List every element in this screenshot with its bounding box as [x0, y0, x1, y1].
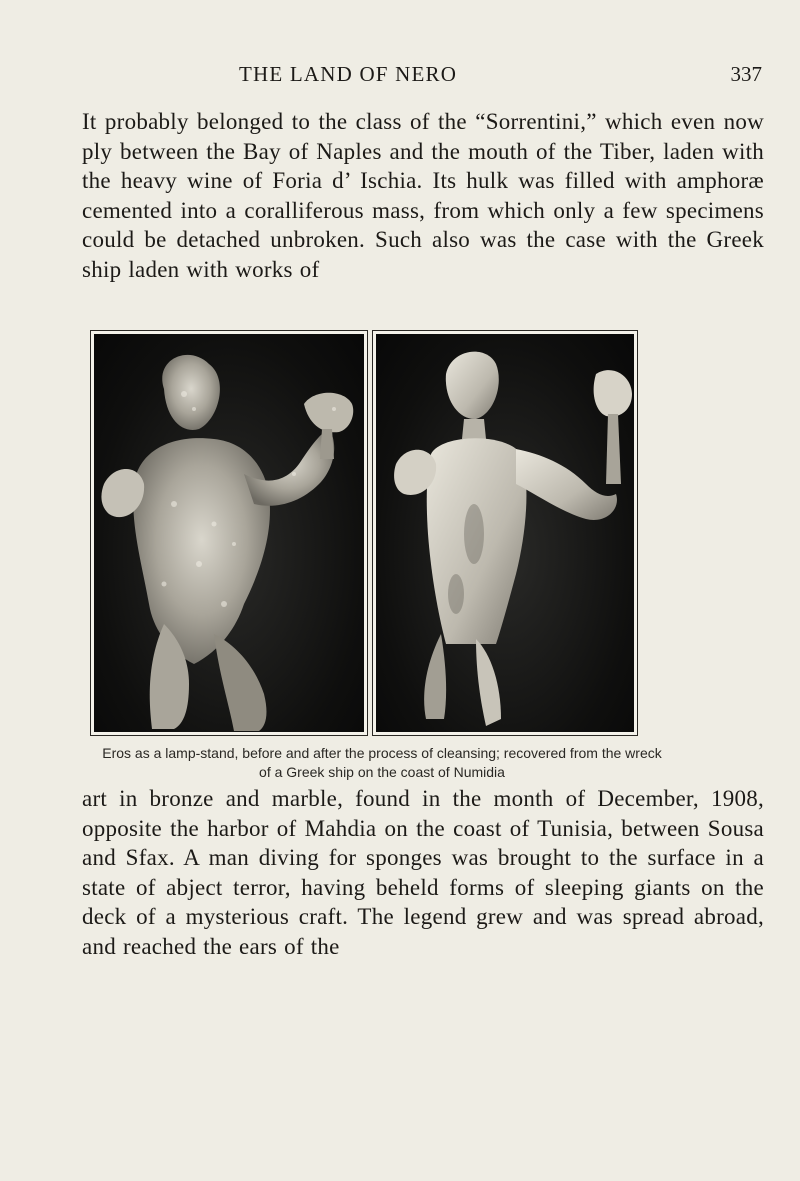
figure-caption: Eros as a lamp-stand, before and after the process of cleansing; recovered from the wreck of a Greek ship on the coast of Numidia [102, 745, 662, 780]
running-head [0, 62, 800, 92]
body-paragraph-bottom: art in bronze and marble, found in the month of December, 1908, opposite the harbor of Mahdia on the coast of Tunisia, between Sousa and Sfax. A man diving for sponges was brought to the surface in a state of abject terror, having beheld forms of sleeping giants on the deck of a mysterious craft. The legend grew and was spread abroad, and reached the ears of the [82, 786, 764, 959]
body-paragraph-top: It probably belonged to the class of the “Sorrentini,” which even now ply between the Bay of Naples and the mouth of the Tiber, laden with the heavy wine of Foria d’ Ischia. Its hulk was filled with amphoræ cemented into a coralliferous mass, from which only a few specimens could be detached unbroken. Such also was the case with the Greek ship laden with works of [82, 109, 764, 282]
figure-plate [90, 330, 638, 736]
encrusted-eros-figure [94, 334, 364, 732]
photo-after-cleansing [372, 330, 638, 736]
photo-before-cleansing [90, 330, 368, 736]
page-number: 337 [730, 62, 762, 86]
cleansed-eros-figure [376, 334, 634, 732]
running-title: THE LAND OF NERO [239, 62, 458, 86]
